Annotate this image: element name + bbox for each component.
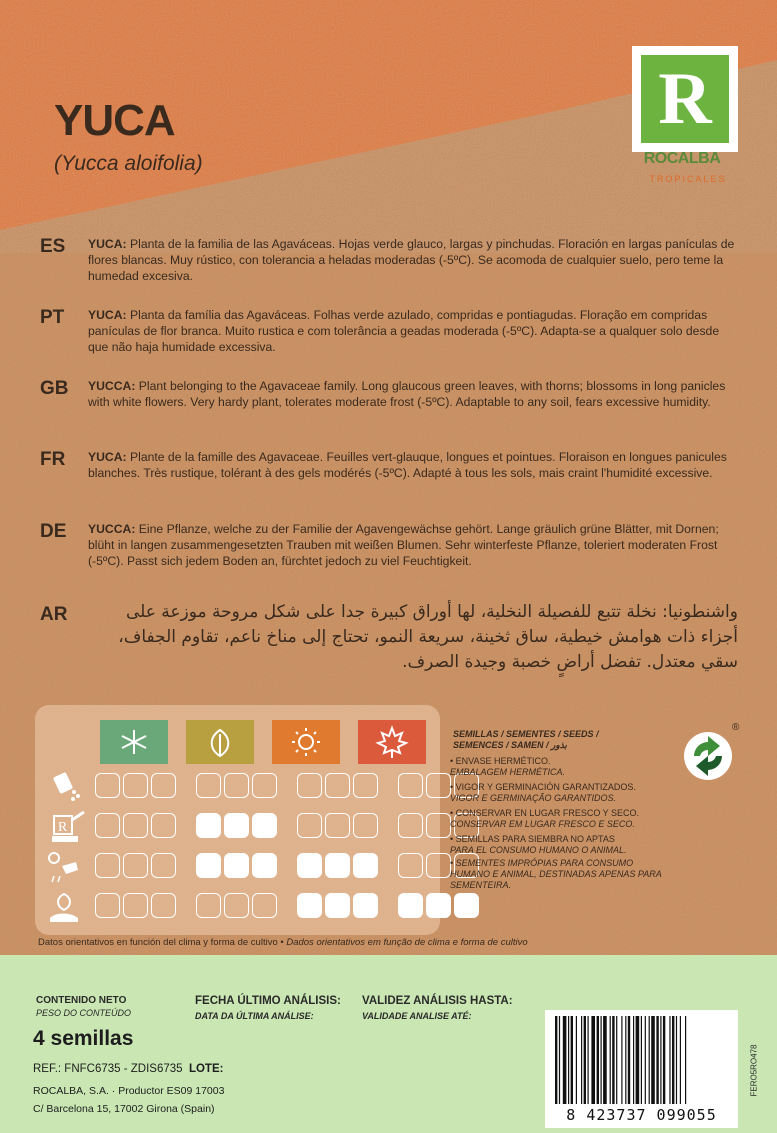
legend-item-text: • SEMENTES IMPRÓPIAS PARA CONSUMO (450, 858, 634, 868)
barcode-bar (571, 1016, 573, 1104)
season-group (196, 893, 280, 918)
barcode-bar (685, 1016, 686, 1104)
legend-item-text-pt: EMBALAGEM HERMÉTICA. (450, 767, 566, 777)
calendar-cell-empty (95, 813, 120, 838)
validity-label-pt: VALIDADE ANALISE ATÉ: (362, 1011, 472, 1021)
legend-item-text-pt: HUMANO E ANIMAL, DESTINADAS APENAS PARA SEMENTEIRA. (450, 869, 662, 890)
calendar-cell-empty (95, 893, 120, 918)
calendar-row-sowing (95, 773, 499, 798)
barcode-bar (633, 1016, 634, 1104)
address-line: C/ Barcelona 15, 17002 Girona (Spain) (33, 1103, 215, 1115)
logo-box (632, 46, 738, 152)
desc-lead: YUCA: (88, 237, 127, 251)
barcode-bar (601, 1016, 602, 1104)
calendar-row-transplant (95, 853, 499, 878)
calendar-cell-filled (224, 853, 249, 878)
calendar-cell-empty (398, 813, 423, 838)
desc-lead: YUCCA: (88, 522, 136, 536)
desc-lead: YUCA: (88, 450, 127, 464)
calendar-cell-empty (297, 773, 322, 798)
calendar-row-harvest (95, 893, 499, 918)
autumn-maple-icon (358, 720, 426, 764)
legend-item-text: • SEMILLAS PARA SIEMBRA NO APTAS (450, 834, 615, 844)
season-group (95, 773, 179, 798)
barcode-bar (636, 1016, 640, 1104)
calendar-cell-empty (252, 893, 277, 918)
season-group (297, 893, 381, 918)
calendar-cell-filled (426, 893, 451, 918)
green-dot-recycle-icon (680, 720, 742, 782)
calendar-cell-empty (426, 853, 451, 878)
desc-lead: YUCA: (88, 308, 127, 322)
barcode-bar (669, 1016, 670, 1104)
net-content-label-pt: PESO DO CONTEÚDO (36, 1008, 132, 1018)
calendar-cell-filled (252, 813, 277, 838)
calendar-cell-empty (123, 853, 148, 878)
calendar-cell-filled (325, 893, 350, 918)
barcode-bar (563, 1016, 567, 1104)
desc-de (88, 521, 738, 569)
reference-code: REF.: FNFC6735 - ZDIS6735 (33, 1063, 183, 1075)
product-title: YUCA (54, 96, 175, 145)
calendar-cell-empty (426, 813, 451, 838)
barcode-bar (660, 1016, 661, 1104)
calendar-cell-filled (252, 853, 277, 878)
barcode-bar (656, 1016, 658, 1104)
calendar-cell-empty (123, 813, 148, 838)
svg-text:R: R (58, 820, 68, 835)
season-group (196, 853, 280, 878)
calendar-cell-empty (224, 893, 249, 918)
season-group (95, 893, 179, 918)
calendar-cell-empty (151, 893, 176, 918)
analysis-date-label: FECHA ÚLTIMO ANÁLISIS: (195, 995, 341, 1007)
barcode-bar (663, 1016, 665, 1104)
legend-item-4 (450, 834, 665, 856)
barcode-bar (584, 1016, 586, 1104)
legend-title-line2: SEMENCES / SAMEN / بذور (453, 740, 567, 750)
vertical-code (748, 1020, 762, 1130)
winter-snowflake-icon (100, 720, 168, 764)
legend-item-text: • CONSERVAR EN LUGAR FRESCO Y SECO. (450, 808, 640, 818)
calendar-cell-empty (325, 813, 350, 838)
legend-item-1 (450, 756, 665, 778)
desc-text: Planta de la familia de las Agaváceas. Hojas verde glauco, largas y pinchudas. Floración en largas panículas de flores blancas. Muy rústico, con tolerancia a heladas moderadas (-5ºC). Se acomoda de cualquier suelo, pero teme la humedad excesiva. (88, 237, 735, 283)
calendar-cell-filled (353, 853, 378, 878)
orientative-note (38, 937, 528, 948)
season-group (95, 813, 179, 838)
calendar-cell-empty (196, 773, 221, 798)
barcode-bar (591, 1016, 595, 1104)
calendar-cell-empty (95, 773, 120, 798)
lang-code-gb: GB (40, 378, 69, 399)
lang-code-de: DE (40, 521, 67, 542)
barcode-bar (588, 1016, 589, 1104)
lang-code-ar: AR (40, 604, 68, 625)
season-group (196, 813, 280, 838)
summer-sun-icon (272, 720, 340, 764)
analysis-date-label-pt: DATA DA ÚLTIMA ANÁLISE: (195, 1011, 314, 1021)
barcode-bar (628, 1016, 630, 1104)
legend-item-text-pt: CONSERVAR EM LUGAR FRESCO E SECO. (450, 819, 635, 829)
barcode-bar (625, 1016, 626, 1104)
legend-item-5 (450, 858, 665, 891)
transplant-icon (40, 848, 90, 886)
validity-label: VALIDEZ ANÁLISIS HASTA: (362, 995, 513, 1007)
legend-title (453, 729, 599, 751)
barcode-bar (680, 1016, 681, 1104)
barcode-bar (603, 1016, 607, 1104)
barcode-bar (559, 1016, 560, 1104)
desc-text: Plante de la famille des Agavaceae. Feuilles vert-glauque, longues et pointues. Floraison en longues panicules blanches. Très rustique, tolérant à des gels modérés (-5ºC). Adapté à tous les sols, mais craint l'humidité excessive. (88, 450, 727, 480)
barcode-bar (621, 1016, 622, 1104)
legend-item-3 (450, 808, 665, 830)
calendar-cell-filled (353, 893, 378, 918)
vertical-code-text: FERO5RO478 (749, 1044, 759, 1097)
desc-ar: واشنطونيا: نخلة تتبع للفصيلة النخلية، لها أوراق كبيرة جدا على شكل مروحة موزعة على أجزاء ذات هوامش خيطية، ساق ثخينة، سريعة النمو، تحتاج إلى مناخ ناعم، تقاوم الجفاف، سقي معتدل. تفضل أراضٍ خصبة وجيدة الصرف. (118, 602, 738, 672)
producer-line: ROCALBA, S.A. · Productor ES09 17003 (33, 1085, 225, 1097)
calendar-cell-empty (325, 773, 350, 798)
calendar-row-seedbed (95, 813, 499, 838)
calendar-cell-empty (224, 773, 249, 798)
legend-item-2 (450, 782, 665, 804)
barcode-bar (676, 1016, 677, 1104)
barcode-bars (553, 1016, 730, 1104)
season-group (398, 893, 482, 918)
spring-leaf-icon (186, 720, 254, 764)
net-content-value: 4 semillas (33, 1027, 134, 1050)
barcode-bar (649, 1016, 650, 1104)
season-group (196, 773, 280, 798)
lang-code-es: ES (40, 236, 66, 257)
lang-code-fr: FR (40, 449, 66, 470)
calendar-cell-empty (151, 773, 176, 798)
desc-text: Eine Pflanze, welche zu der Familie der Agavengewächse gehört. Lange gräulich grüne Blätter, mit Dornen; blüht in langen zusammengesetzten Trauben mit weißen Blumen. Sehr winterfeste Pflanze, toleriert moderaten Frost (-5ºC). Passt sich jedem Boden an, fürchtet jedoch zu viel Feuchtigkeit. (88, 522, 719, 568)
calendar-cell-empty (398, 853, 423, 878)
net-content-label: CONTENIDO NETO (36, 995, 127, 1006)
season-group (297, 813, 381, 838)
barcode-bar (555, 1016, 557, 1104)
barcode-bar (672, 1016, 674, 1104)
barcode-bar (651, 1016, 655, 1104)
logo-tagline: TROPICALES (649, 174, 727, 184)
desc-es (88, 236, 738, 284)
desc-text: Planta da família das Agaváceas. Folhas verde azulado, compridas e pontiagudas. Floração em compridas panículas de flor branca. Muito rustica e com tolerância a geadas moderada (-5ºC). Adapta-se a qualquer solo desde que não haja humidade excessiva. (88, 308, 720, 354)
legend-title-line1: SEMILLAS / SEMENTES / SEEDS / (453, 729, 599, 739)
barcode-bar (641, 1016, 642, 1104)
calendar-cell-empty (123, 893, 148, 918)
harvest-icon (40, 888, 90, 926)
calendar-cell-empty (398, 773, 423, 798)
calendar-cell-filled (196, 813, 221, 838)
barcode-bar (576, 1016, 577, 1104)
barcode-bar (597, 1016, 599, 1104)
calendar-cell-empty (353, 773, 378, 798)
lang-code-pt: PT (40, 307, 65, 328)
desc-pt (88, 307, 738, 355)
scientific-name: (Yucca aloifolia) (54, 152, 203, 175)
calendar-cell-empty (297, 813, 322, 838)
barcode-bar (581, 1016, 582, 1104)
season-group (95, 853, 179, 878)
seedbed-icon (40, 808, 90, 846)
sowing-icon (40, 768, 90, 806)
season-group (297, 773, 381, 798)
calendar-cell-filled (297, 893, 322, 918)
barcode-bar (645, 1016, 646, 1104)
barcode-bar (610, 1016, 611, 1104)
desc-lead: YUCCA: (88, 379, 136, 393)
legend-item-text: • VIGOR Y GERMINACIÓN GARANTIZADOS. (450, 782, 636, 792)
season-group (297, 853, 381, 878)
logo-brand-name: ROCALBA (643, 150, 721, 167)
barcode-bar (616, 1016, 617, 1104)
calendar-cell-filled (297, 853, 322, 878)
desc-fr (88, 449, 738, 481)
calendar-cell-empty (426, 773, 451, 798)
barcode (545, 1010, 738, 1128)
calendar-cell-filled (454, 893, 479, 918)
calendar-cell-empty (252, 773, 277, 798)
barcode-number: 8 423737 099055 (566, 1106, 717, 1124)
calendar-cell-filled (224, 813, 249, 838)
calendar-cell-filled (398, 893, 423, 918)
legend-item-text: • ENVASE HERMÉTICO. (450, 756, 551, 766)
barcode-bar (612, 1016, 614, 1104)
desc-gb (88, 378, 738, 410)
brand-logo (632, 46, 742, 196)
desc-text: Plant belonging to the Agavaceae family. Long glaucous green leaves, with thorns; blossoms in long panicles with white flowers. Very hardy plant, tolerates moderate frost (-5ºC). Adaptable to any soil, fears excessive humidity. (88, 379, 726, 409)
legend-item-text-pt: VIGOR E GERMINAÇÃO GARANTIDOS. (450, 793, 617, 803)
legend-item-text-pt: PARA EL CONSUMO HUMANO O ANIMAL. (450, 845, 627, 855)
calendar-cell-empty (151, 853, 176, 878)
logo-letter: R (641, 55, 729, 143)
calendar-cell-empty (95, 853, 120, 878)
note-pt: Dados orientativos em função de clima e forma de cultivo (283, 937, 528, 948)
calendar-cell-empty (151, 813, 176, 838)
calendar-cell-filled (196, 853, 221, 878)
reference-line (33, 1063, 223, 1075)
calendar-cell-empty (353, 813, 378, 838)
calendar-cell-empty (123, 773, 148, 798)
calendar-cell-filled (325, 853, 350, 878)
barcode-bar (568, 1016, 569, 1104)
registered-mark: ® (732, 722, 740, 733)
lot-label: LOTE: (188, 1063, 224, 1075)
calendar-cell-empty (196, 893, 221, 918)
note-es: Datos orientativos en función del clima y forma de cultivo • (38, 937, 284, 948)
